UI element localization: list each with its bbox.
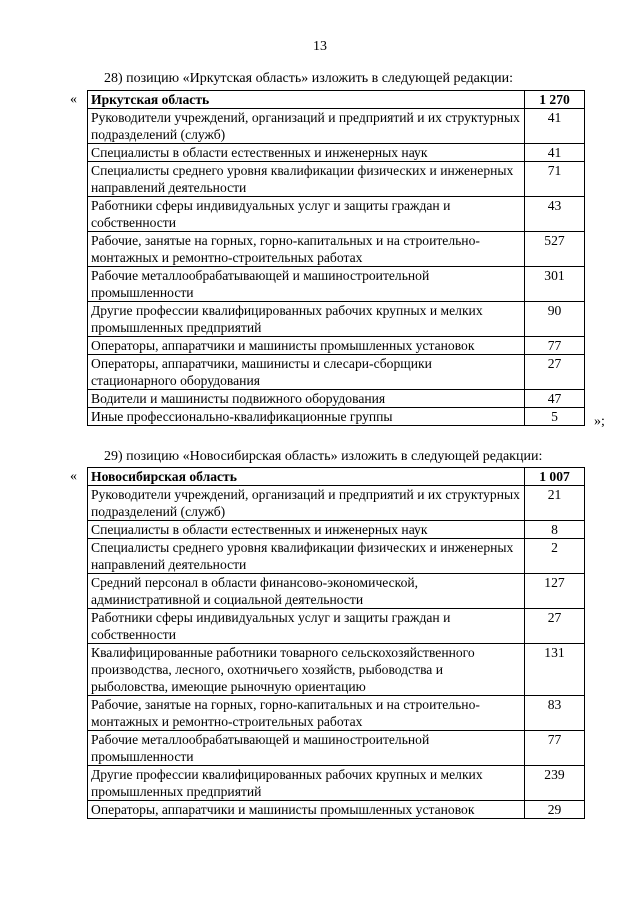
row-value: 8 <box>525 521 585 539</box>
row-value: 41 <box>525 109 585 144</box>
table-row <box>88 644 585 696</box>
region-total: 1 007 <box>525 468 585 486</box>
section-intro: 28) позицию «Иркутская область» изложить в следующей редакции: <box>104 71 514 86</box>
section-intro: 29) позицию «Новосибирская область» изложить в следующей редакции: <box>104 449 543 464</box>
row-label: Средний персонал в области финансово-экономической, административной и социальной деятельности <box>88 574 525 609</box>
row-label: Специалисты в области естественных и инженерных наук <box>88 144 525 162</box>
row-value: 527 <box>525 232 585 267</box>
row-label: Рабочие металлообрабатывающей и машиностроительной промышленности <box>88 267 525 302</box>
row-label: Квалифицированные работники товарного сельскохозяйственного производства, лесного, охотничьего хозяйств, рыбоводства и рыболовства, имеющие рыночную ориентацию <box>88 644 525 696</box>
row-value: 77 <box>525 731 585 766</box>
region-total: 1 270 <box>525 91 585 109</box>
table-row <box>88 232 585 267</box>
row-label: Иные профессионально-квалификационные группы <box>88 408 525 426</box>
row-label: Другие профессии квалифицированных рабочих крупных и мелких промышленных предприятий <box>88 302 525 337</box>
table-row <box>88 267 585 302</box>
row-label: Руководители учреждений, организаций и предприятий и их структурных подразделений (служб) <box>88 109 525 144</box>
row-value: 71 <box>525 162 585 197</box>
row-value: 27 <box>525 609 585 644</box>
row-value: 83 <box>525 696 585 731</box>
row-value: 90 <box>525 302 585 337</box>
row-label: Рабочие металлообрабатывающей и машиностроительной промышленности <box>88 731 525 766</box>
table-row <box>88 390 585 408</box>
table-row <box>88 337 585 355</box>
row-label: Другие профессии квалифицированных рабочих крупных и мелких промышленных предприятий <box>88 766 525 801</box>
table-row <box>88 539 585 574</box>
row-value: 2 <box>525 539 585 574</box>
row-label: Специалисты среднего уровня квалификации физических и инженерных направлений деятельности <box>88 539 525 574</box>
row-value: 29 <box>525 801 585 819</box>
row-label: Работники сферы индивидуальных услуг и защиты граждан и собственности <box>88 197 525 232</box>
row-value: 27 <box>525 355 585 390</box>
open-quote: « <box>70 469 77 484</box>
row-value: 301 <box>525 267 585 302</box>
table-row <box>88 731 585 766</box>
region-name: Новосибирская область <box>88 468 525 486</box>
row-label: Операторы, аппаратчики и машинисты промышленных установок <box>88 337 525 355</box>
row-value: 21 <box>525 486 585 521</box>
table-row <box>88 355 585 390</box>
row-label: Операторы, аппаратчики и машинисты промышленных установок <box>88 801 525 819</box>
table-row <box>88 302 585 337</box>
page-number: 13 <box>313 39 327 54</box>
row-label: Рабочие, занятые на горных, горно-капитальных и на строительно-монтажных и ремонтно-строительных работах <box>88 232 525 267</box>
table-row <box>88 801 585 819</box>
row-label: Специалисты в области естественных и инженерных наук <box>88 521 525 539</box>
row-value: 77 <box>525 337 585 355</box>
table-header-row <box>88 91 585 109</box>
table-header-row <box>88 468 585 486</box>
row-value: 43 <box>525 197 585 232</box>
open-quote: « <box>70 92 77 107</box>
table-row <box>88 696 585 731</box>
table-row <box>88 574 585 609</box>
row-label: Операторы, аппаратчики, машинисты и слесари-сборщики стационарного оборудования <box>88 355 525 390</box>
region-table <box>87 90 585 426</box>
table-row <box>88 144 585 162</box>
row-value: 47 <box>525 390 585 408</box>
row-value: 127 <box>525 574 585 609</box>
row-value: 5 <box>525 408 585 426</box>
row-label: Работники сферы индивидуальных услуг и защиты граждан и собственности <box>88 609 525 644</box>
table-row <box>88 408 585 426</box>
row-value: 131 <box>525 644 585 696</box>
row-value: 41 <box>525 144 585 162</box>
row-label: Специалисты среднего уровня квалификации физических и инженерных направлений деятельности <box>88 162 525 197</box>
row-label: Водители и машинисты подвижного оборудования <box>88 390 525 408</box>
region-table <box>87 467 585 819</box>
table-row <box>88 197 585 232</box>
row-label: Рабочие, занятые на горных, горно-капитальных и на строительно-монтажных и ремонтно-строительных работах <box>88 696 525 731</box>
close-quote: »; <box>594 414 605 429</box>
table-row <box>88 162 585 197</box>
table-row <box>88 521 585 539</box>
table-row <box>88 609 585 644</box>
table-row <box>88 486 585 521</box>
table-row <box>88 109 585 144</box>
table-row <box>88 766 585 801</box>
row-value: 239 <box>525 766 585 801</box>
region-name: Иркутская область <box>88 91 525 109</box>
row-label: Руководители учреждений, организаций и предприятий и их структурных подразделений (служб) <box>88 486 525 521</box>
